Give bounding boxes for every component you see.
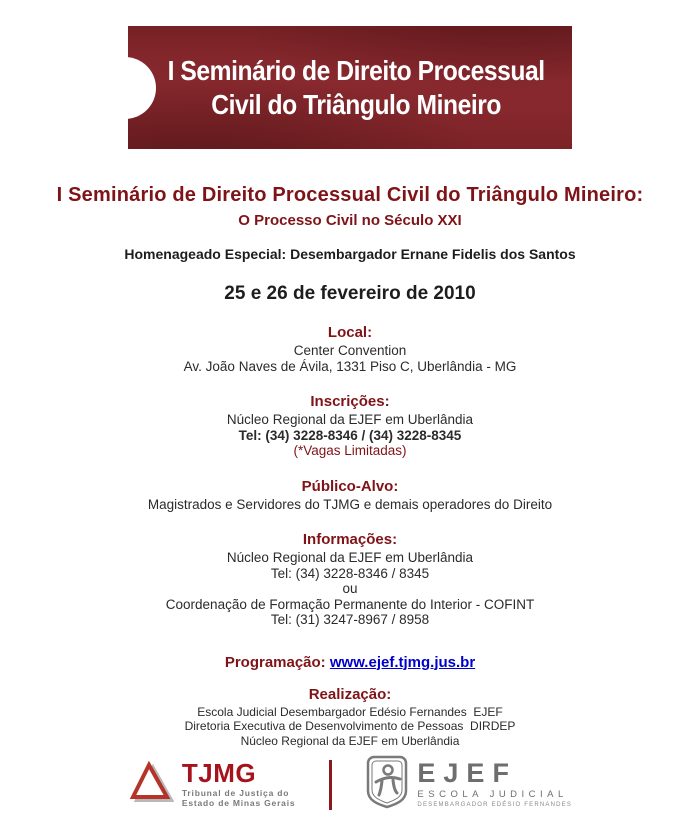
event-date: 25 e 26 de fevereiro de 2010 — [224, 283, 476, 304]
program-label: Programação: — [224, 653, 326, 671]
section-inscricoes-title: Inscrições: — [310, 393, 390, 410]
section-local-title: Local: — [327, 324, 373, 341]
ejef-subline2: DESEMBARGADOR EDÉSIO FERNANDES — [417, 801, 573, 808]
event-banner — [128, 26, 572, 149]
section-publico-alvo — [0, 478, 700, 513]
tjmg-name: TJMG — [181, 758, 257, 788]
informacoes-or: ou — [342, 581, 358, 596]
banner-title-line1: I Seminário de Direito Processual — [167, 54, 545, 86]
section-publico-alvo-title: Público-Alvo: — [301, 477, 399, 495]
banner-title — [155, 54, 546, 122]
banner-notch-shape — [128, 57, 156, 119]
footer-divider — [329, 760, 332, 810]
section-local — [0, 324, 700, 374]
inscricoes-note: (*Vagas Limitadas) — [293, 443, 407, 458]
program-line — [0, 654, 700, 671]
informacoes-phone2: Tel: (31) 3247-8967 / 8958 — [270, 612, 430, 627]
informacoes-org2: Coordenação de Formação Permanente do Interior - COFINT — [165, 596, 535, 612]
publico-alvo-text: Magistrados e Servidores do TJMG e demais operadores do Direito — [147, 496, 553, 512]
inscricoes-phone: Tel: (34) 3228-8346 / (34) 3228-8345 — [238, 427, 462, 443]
informacoes-phone1: Tel: (34) 3228-8346 / 8345 — [270, 565, 430, 581]
realizacao-line-dirdep: Diretoria Executiva de Desenvolvimento de Pessoas DIRDEP — [184, 719, 516, 733]
section-informacoes — [0, 531, 700, 628]
honoree-line: Homenageado Especial: Desembargador Ernane Fidelis dos Santos — [124, 246, 576, 262]
inscricoes-org: Núcleo Regional da EJEF em Uberlândia — [226, 412, 474, 427]
banner-title-line2: Civil do Triângulo Mineiro — [211, 88, 502, 120]
page-subtitle: O Processo Civil no Século XXI — [238, 212, 462, 229]
tjmg-subline2: Estado de Minas Gerais — [181, 798, 296, 808]
section-realizacao — [0, 686, 700, 749]
program-link[interactable]: www.ejef.tjmg.jus.br — [329, 653, 476, 671]
page-title: I Seminário de Direito Processual Civil do Triângulo Mineiro: — [56, 184, 644, 206]
ejef-name: EJEF — [417, 757, 517, 788]
realizacao-line-nucleo: Núcleo Regional da EJEF em Uberlândia — [240, 733, 460, 748]
ejef-logo — [366, 755, 572, 814]
section-inscricoes — [0, 393, 700, 459]
local-venue: Center Convention — [293, 343, 407, 358]
tjmg-subline1: Tribunal de Justiça do — [181, 788, 290, 798]
local-address: Av. João Naves de Ávila, 1331 Piso C, Uberlândia - MG — [183, 358, 517, 374]
section-informacoes-title: Informações: — [302, 531, 398, 548]
section-realizacao-title: Realização: — [308, 685, 392, 703]
ejef-badge-icon — [366, 755, 408, 814]
informacoes-org1: Núcleo Regional da EJEF em Uberlândia — [226, 550, 474, 565]
ejef-subline1: ESCOLA JUDICIAL — [417, 788, 568, 800]
realizacao-line-ejef: Escola Judicial Desembargador Edésio Fernandes EJEF — [197, 704, 503, 719]
footer-logos — [0, 755, 700, 814]
